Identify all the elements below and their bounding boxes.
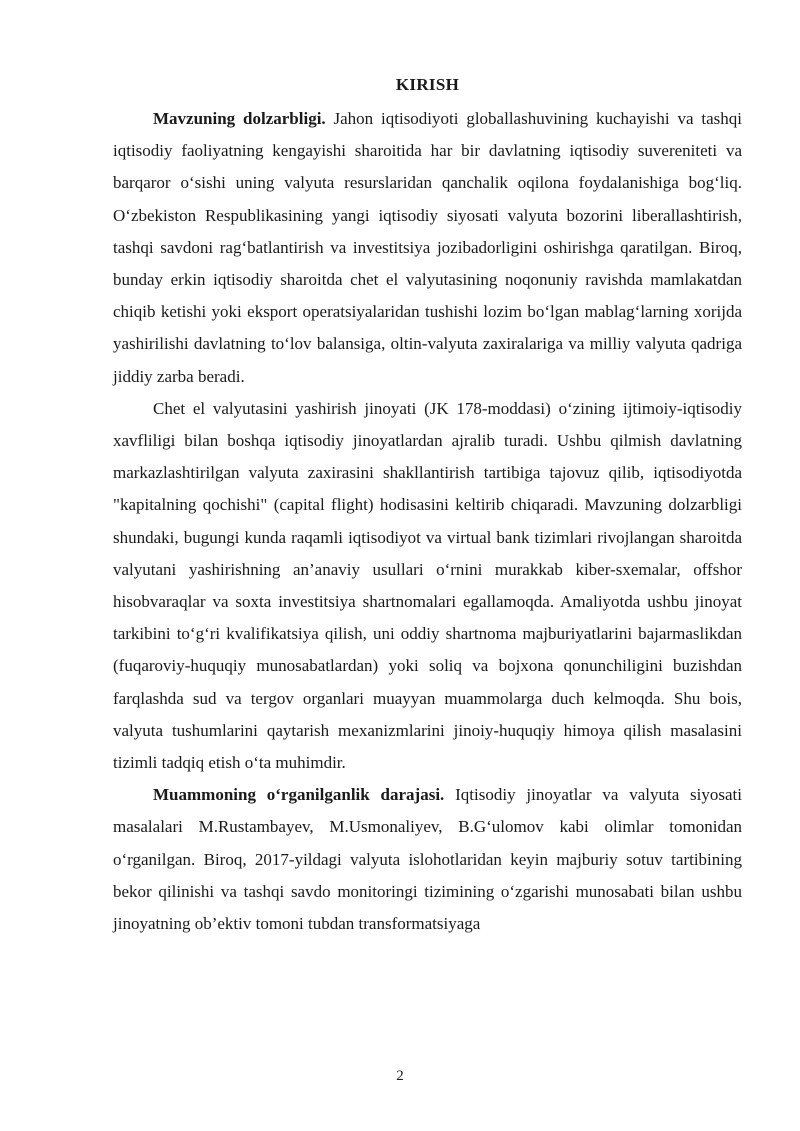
paragraph-study-level — [113, 779, 742, 940]
paragraph-body-study-level: Iqtisodiy jinoyatlar va valyuta siyosati masalalari M.Rustambayev, M.Usmonaliyev, B.G‘ulomov kabi olimlar tomonidan o‘rganilgan. Biroq, 2017-yildagi valyuta islohotlaridan keyin majburiy sotuv tartibining bekor qilinishi va tashqi savdo monitoringi tizimining o‘zgarishi munosabati bilan ushbu jinoyatning ob’ektiv tomoni tubdan transformatsiyaga — [113, 785, 743, 934]
paragraph-lead-study-level: Muammoning o‘rganilganlik darajasi. — [153, 785, 445, 805]
paragraph-relevance — [113, 103, 742, 393]
paragraph-body-relevance: Jahon iqtisodiyoti globallashuvining kuchayishi va tashqi iqtisodiy faoliyatning kengayishi sharoitida har bir davlatning iqtisodiy suvereniteti va barqaror o‘sishi uning valyuta resurslaridan qanchalik oqilona foydalanishiga bog‘liq. O‘zbekiston Respublikasining yangi iqtisodiy siyosati valyuta bozorini liberallashtirish, tashqi savdoni rag‘batlantirish va investitsiya jozibadorligini oshirishga qaratilgan. Biroq, bunday erkin iqtisodiy sharoitda chet el valyutasining noqonuniy ravishda mamlakatdan chiqib ketishi yoki eksport operatsiyalaridan tushishi lozim bo‘lgan mablag‘larning xorijda yashirilishi davlatning to‘lov balansiga, oltin-valyuta zaxiralariga va milliy valyuta qadriga jiddiy zarba beradi. — [113, 109, 742, 386]
section-heading: KIRISH — [395, 75, 460, 94]
paragraph-body-crime-description: Chet el valyutasini yashirish jinoyati (JK 178-moddasi) o‘zining ijtimoiy-iqtisodiy xavfliligi bilan boshqa iqtisodiy jinoyatlardan ajralib turadi. Ushbu qilmish davlatning markazlashtirilgan valyuta zaxirasini shakllantirish tartibiga tajovuz qilib, iqtisodiyotda "kapitalning qochishi" (capital flight) hodisasini keltirib chiqaradi. Mavzuning dolzarbligi shundaki, bugungi kunda raqamli iqtisodiyot va virtual bank tizimlari rivojlangan sharoitda valyutani yashirishning an’anaviy usullari o‘rnini murakkab kiber-sxemalar, offshor hisobvaraqlar va soxta investitsiya shartnomalari egallamoqda. Amaliyotda ushbu jinoyat tarkibini to‘g‘ri kvalifikatsiya qilish, uni oddiy shartnoma majburiyatlarini bajarmaslikdan (fuqaroviy-huquqiy munosabatlardan) yoki soliq va bojxona qonunchiligini buzishdan farqlashda sud va tergov organlari muayyan muammolarga duch kelmoqda. Shu bois, valyuta tushumlarini qaytarish mexanizmlarini jinoiy-huquqiy himoya qilish masalasini tizimli tadqiq etish o‘ta muhimdir. — [113, 398, 742, 773]
page-number: 2 — [396, 1068, 404, 1084]
paragraph-lead-relevance: Mavzuning dolzarbligi. — [153, 109, 326, 128]
document-page — [113, 72, 742, 940]
paragraph-crime-description — [113, 393, 742, 779]
